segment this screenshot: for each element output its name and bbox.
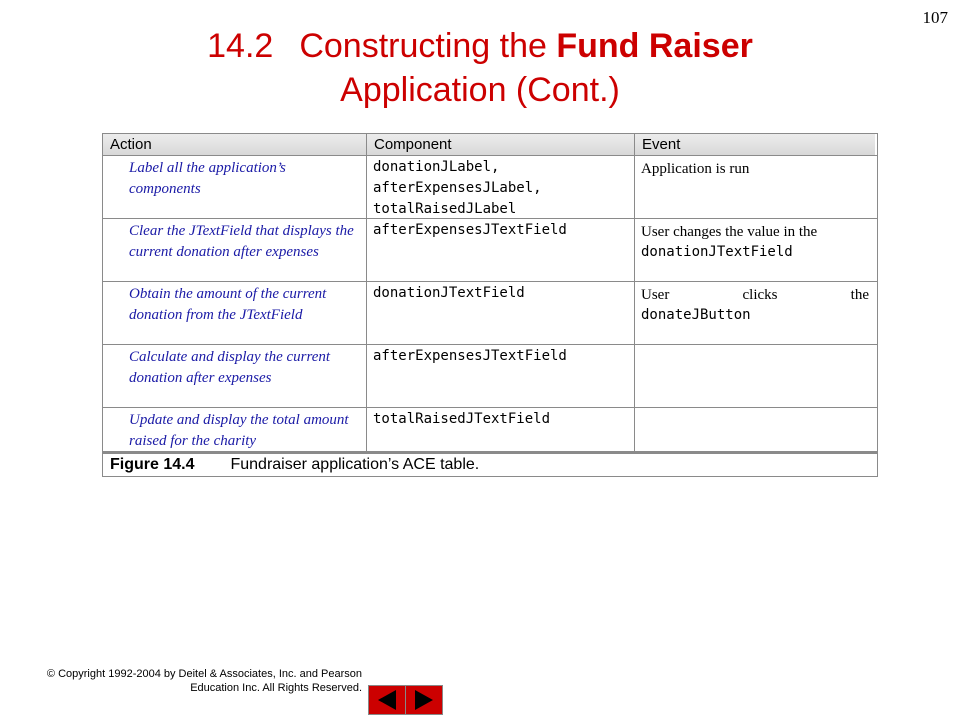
copyright-line-1: © Copyright 1992-2004 by Deitel & Associates, Inc. and Pearson xyxy=(46,668,362,680)
component-cell: totalRaisedJTextField xyxy=(367,408,635,451)
table-header-row xyxy=(103,134,877,156)
event-cell xyxy=(635,282,875,344)
event-text: User changes the value in the xyxy=(641,224,818,240)
table-row xyxy=(103,345,877,408)
right-arrow-icon xyxy=(406,686,442,714)
figure-caption xyxy=(103,452,877,476)
title-line-1 xyxy=(0,24,960,68)
action-cell: Update and display the total amount raised for the charity xyxy=(103,408,367,451)
component-cell: donationJLabel, afterExpensesJLabel, totalRaisedJLabel xyxy=(367,156,635,218)
table-row xyxy=(103,282,877,345)
previous-slide-button[interactable] xyxy=(368,685,406,715)
component-cell: donationJTextField xyxy=(367,282,635,344)
header-action: Action xyxy=(103,134,367,155)
component-cell: afterExpensesJTextField xyxy=(367,219,635,281)
event-text: Application is run xyxy=(641,161,750,177)
figure-caption-text: Fundraiser application’s ACE table. xyxy=(230,456,480,473)
next-slide-button[interactable] xyxy=(405,685,443,715)
header-component: Component xyxy=(367,134,635,155)
header-event: Event xyxy=(635,134,875,155)
action-cell: Obtain the amount of the current donation from the JTextField xyxy=(103,282,367,344)
event-cell xyxy=(635,408,875,451)
event-cell xyxy=(635,219,875,281)
copyright-notice xyxy=(12,667,362,695)
action-cell: Clear the JTextField that displays the current donation after expenses xyxy=(103,219,367,281)
page-number: 107 xyxy=(922,8,948,27)
title-line-2: Application (Cont.) xyxy=(340,71,620,109)
slide-title xyxy=(0,24,960,112)
table-row xyxy=(103,219,877,282)
action-cell: Calculate and display the current donation after expenses xyxy=(103,345,367,407)
title-bold: Fund Raiser xyxy=(556,27,753,65)
copyright-line-2: Education Inc. All Rights Reserved. xyxy=(190,682,362,694)
event-component: donateJButton xyxy=(641,307,751,323)
component-cell: afterExpensesJTextField xyxy=(367,345,635,407)
event-cell xyxy=(635,156,875,218)
table-row xyxy=(103,408,877,452)
left-arrow-icon xyxy=(369,686,405,714)
event-word: the xyxy=(850,287,869,303)
event-cell xyxy=(635,345,875,407)
title-prefix: Constructing the xyxy=(299,27,557,65)
section-number: 14.2 xyxy=(207,27,274,65)
table-row xyxy=(103,156,877,219)
event-word: clicks xyxy=(742,287,778,303)
event-component: donationJTextField xyxy=(641,244,793,260)
figure-caption-row xyxy=(103,452,877,476)
action-cell: Label all the application’s components xyxy=(103,156,367,218)
event-text xyxy=(641,285,869,305)
ace-table xyxy=(102,133,878,477)
event-word: User xyxy=(641,287,670,303)
figure-label: Figure 14.4 xyxy=(110,456,195,473)
